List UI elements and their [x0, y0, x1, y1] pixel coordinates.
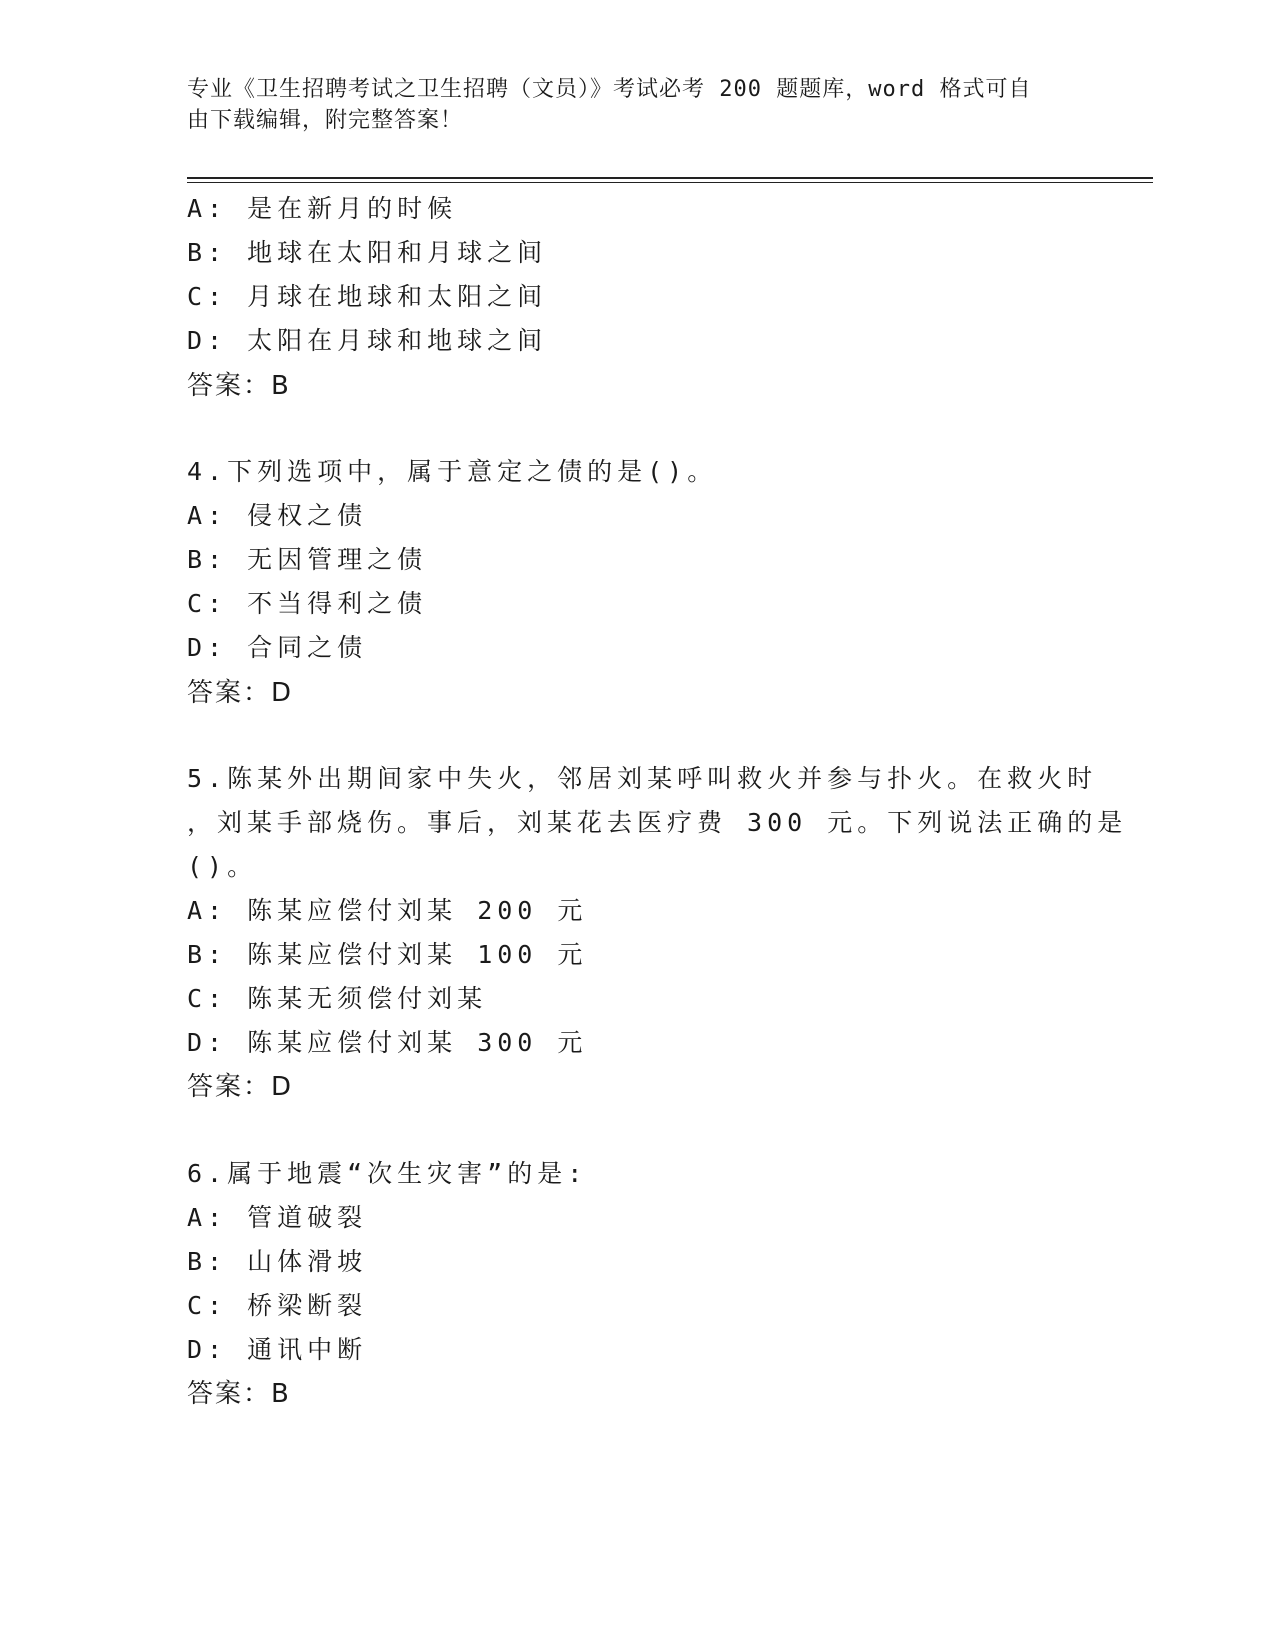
q3-option-d: D: 太阳在月球和地球之间 — [187, 326, 548, 355]
q5-option-c: C: 陈某无须偿付刘某 — [187, 984, 488, 1013]
header-divider-thin — [187, 182, 1153, 183]
q4-option-d: D: 合同之债 — [187, 633, 368, 662]
q4-option-c: C: 不当得利之债 — [187, 589, 428, 618]
header-line-2: 由下载编辑，附完整答案！ — [187, 108, 464, 133]
q4-question: 4.下列选项中，属于意定之债的是()。 — [187, 457, 718, 486]
q3-answer: 答案：B — [187, 371, 291, 401]
q6-question: 6.属于地震“次生灾害”的是: — [187, 1159, 588, 1188]
header-divider-thick — [187, 177, 1153, 179]
q5-option-a: A: 陈某应偿付刘某 200 元 — [187, 896, 588, 925]
document-header — [187, 74, 1067, 136]
q4-option-b: B: 无因管理之债 — [187, 545, 428, 574]
header-line-1: 专业《卫生招聘考试之卫生招聘（文员）》考试必考 200 题题库，word 格式可自 — [187, 77, 1032, 102]
q5-option-b: B: 陈某应偿付刘某 100 元 — [187, 940, 588, 969]
q4-answer: 答案：D — [187, 678, 294, 708]
q6-option-b: B: 山体滑坡 — [187, 1247, 368, 1276]
q3-option-b: B: 地球在太阳和月球之间 — [187, 238, 548, 267]
q6-option-c: C: 桥梁断裂 — [187, 1291, 368, 1320]
q5-option-d: D: 陈某应偿付刘某 300 元 — [187, 1028, 588, 1057]
q5-question-line-2: ，刘某手部烧伤。事后，刘某花去医疗费 300 元。下列说法正确的是 — [187, 808, 1128, 837]
q6-option-d: D: 通讯中断 — [187, 1335, 368, 1364]
q3-option-c: C: 月球在地球和太阳之间 — [187, 282, 548, 311]
q6-answer: 答案：B — [187, 1379, 291, 1409]
q5-question-line-3: ()。 — [187, 852, 258, 881]
q3-option-a: A: 是在新月的时候 — [187, 194, 458, 223]
q5-question-line-1: 5.陈某外出期间家中失火，邻居刘某呼叫救火并参与扑火。在救火时 — [187, 764, 1098, 793]
q5-answer: 答案：D — [187, 1072, 294, 1102]
q6-option-a: A: 管道破裂 — [187, 1203, 368, 1232]
q4-option-a: A: 侵权之债 — [187, 501, 368, 530]
